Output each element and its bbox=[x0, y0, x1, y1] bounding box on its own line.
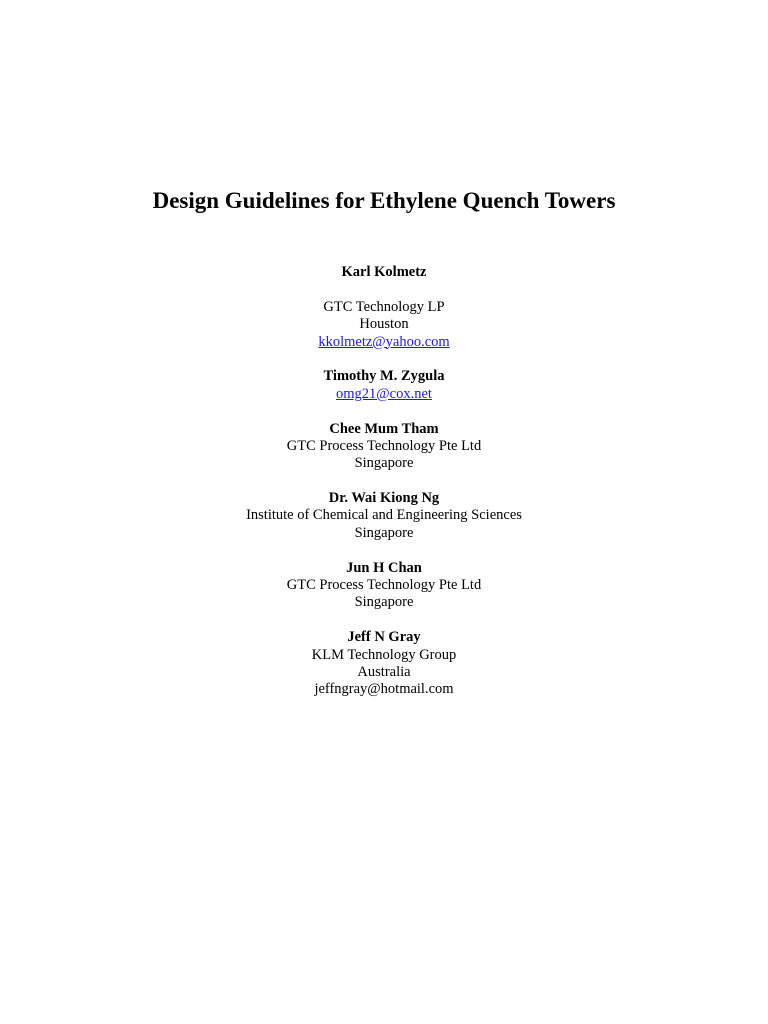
author-block-ng bbox=[0, 490, 768, 542]
author-affiliation: KLM Technology Group bbox=[311, 646, 457, 663]
author-email: jeffngray@hotmail.com bbox=[314, 681, 454, 698]
author-location: Singapore bbox=[354, 594, 414, 611]
author-affiliation: GTC Technology LP bbox=[323, 298, 445, 315]
author-email-link[interactable]: omg21@cox.net bbox=[336, 385, 432, 402]
author-list bbox=[0, 264, 768, 716]
author-block-zygula bbox=[0, 368, 768, 403]
author-name: Timothy M. Zygula bbox=[323, 368, 445, 385]
author-name: Karl Kolmetz bbox=[341, 264, 427, 280]
author-location: Singapore bbox=[354, 455, 414, 472]
author-block-kolmetz bbox=[0, 264, 768, 351]
author-block-gray bbox=[0, 629, 768, 699]
author-affiliation: Institute of Chemical and Engineering Sciences bbox=[246, 507, 522, 524]
author-block-tham bbox=[0, 421, 768, 473]
author-affiliation: GTC Process Technology Pte Ltd bbox=[286, 577, 482, 594]
author-location: Australia bbox=[357, 663, 411, 680]
spacer bbox=[0, 281, 768, 298]
author-affiliation: GTC Process Technology Pte Ltd bbox=[286, 437, 482, 454]
document-title: Design Guidelines for Ethylene Quench Towers bbox=[152, 188, 616, 213]
author-email-link[interactable]: kkolmetz@yahoo.com bbox=[318, 333, 450, 350]
author-name: Dr. Wai Kiong Ng bbox=[328, 490, 440, 507]
author-name: Chee Mum Tham bbox=[329, 420, 439, 437]
author-name: Jun H Chan bbox=[346, 559, 422, 576]
author-name: Jeff N Gray bbox=[347, 629, 421, 646]
author-location: Singapore bbox=[354, 524, 414, 541]
author-block-chan bbox=[0, 560, 768, 612]
author-location: Houston bbox=[359, 316, 409, 333]
